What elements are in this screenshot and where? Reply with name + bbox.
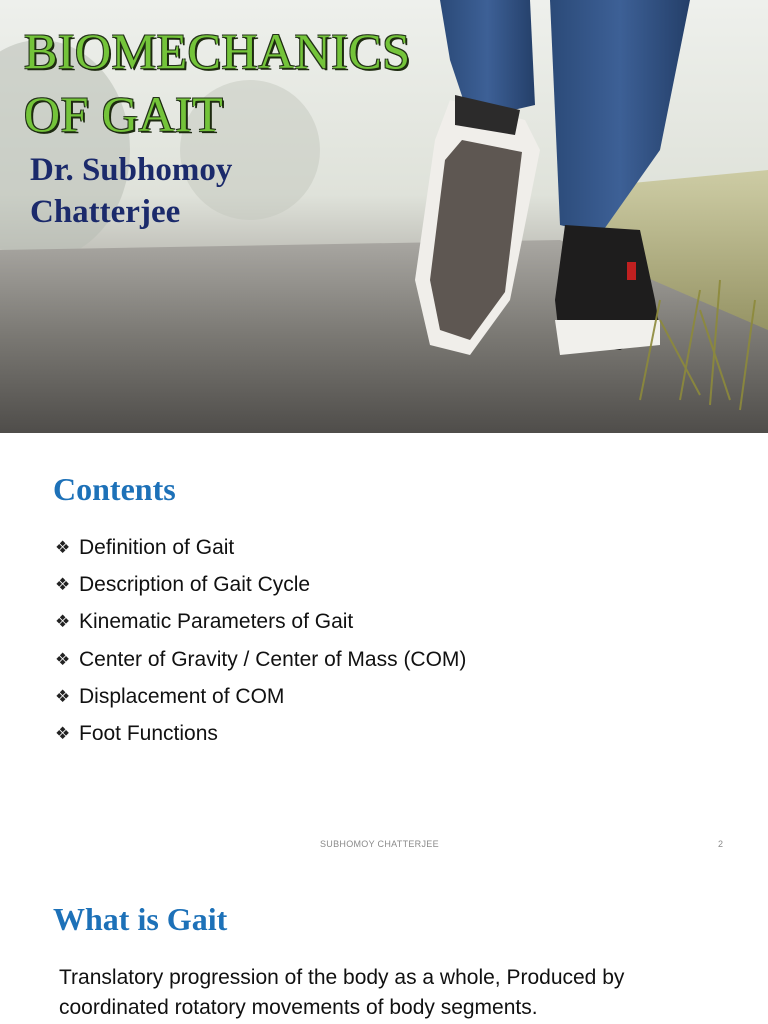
author-name-line-1: Dr. Subhomoy — [30, 152, 233, 188]
list-item — [55, 604, 466, 641]
author-name-line-2: Chatterjee — [30, 194, 181, 230]
what-is-gait-slide — [0, 865, 768, 1024]
title-slide — [0, 0, 768, 433]
contents-item-label: Displacement of COM — [79, 684, 285, 708]
diamond-bullet-icon: ❖ — [55, 724, 71, 744]
presentation-title-line-2: OF GAIT — [24, 86, 224, 142]
list-item — [55, 715, 466, 752]
contents-heading: Contents — [53, 471, 176, 507]
list-item — [55, 641, 466, 678]
slide-page-number: 2 — [718, 839, 724, 849]
contents-item-label: Center of Gravity / Center of Mass (COM) — [79, 647, 467, 671]
diamond-bullet-icon: ❖ — [55, 612, 71, 632]
contents-item-label: Description of Gait Cycle — [79, 572, 311, 596]
contents-item-label: Kinematic Parameters of Gait — [79, 610, 354, 634]
gait-definition-text: Translatory progression of the body as a whole, Produced by coordinated rotatory movements of body segments. — [59, 966, 625, 1019]
contents-item-label: Foot Functions — [79, 722, 218, 746]
contents-list — [55, 529, 466, 753]
contents-slide — [0, 433, 768, 865]
diamond-bullet-icon: ❖ — [55, 686, 71, 706]
what-is-gait-heading: What is Gait — [53, 901, 228, 937]
contents-item-label: Definition of Gait — [79, 535, 235, 559]
diamond-bullet-icon: ❖ — [55, 649, 71, 669]
presentation-title-line-1: BIOMECHANICS — [24, 23, 411, 79]
list-item — [55, 566, 466, 603]
list-item — [55, 678, 466, 715]
diamond-bullet-icon: ❖ — [55, 574, 71, 594]
diamond-bullet-icon: ❖ — [55, 537, 71, 557]
slide-footer-author: SUBHOMOY CHATTERJEE — [320, 839, 439, 849]
list-item — [55, 529, 466, 566]
